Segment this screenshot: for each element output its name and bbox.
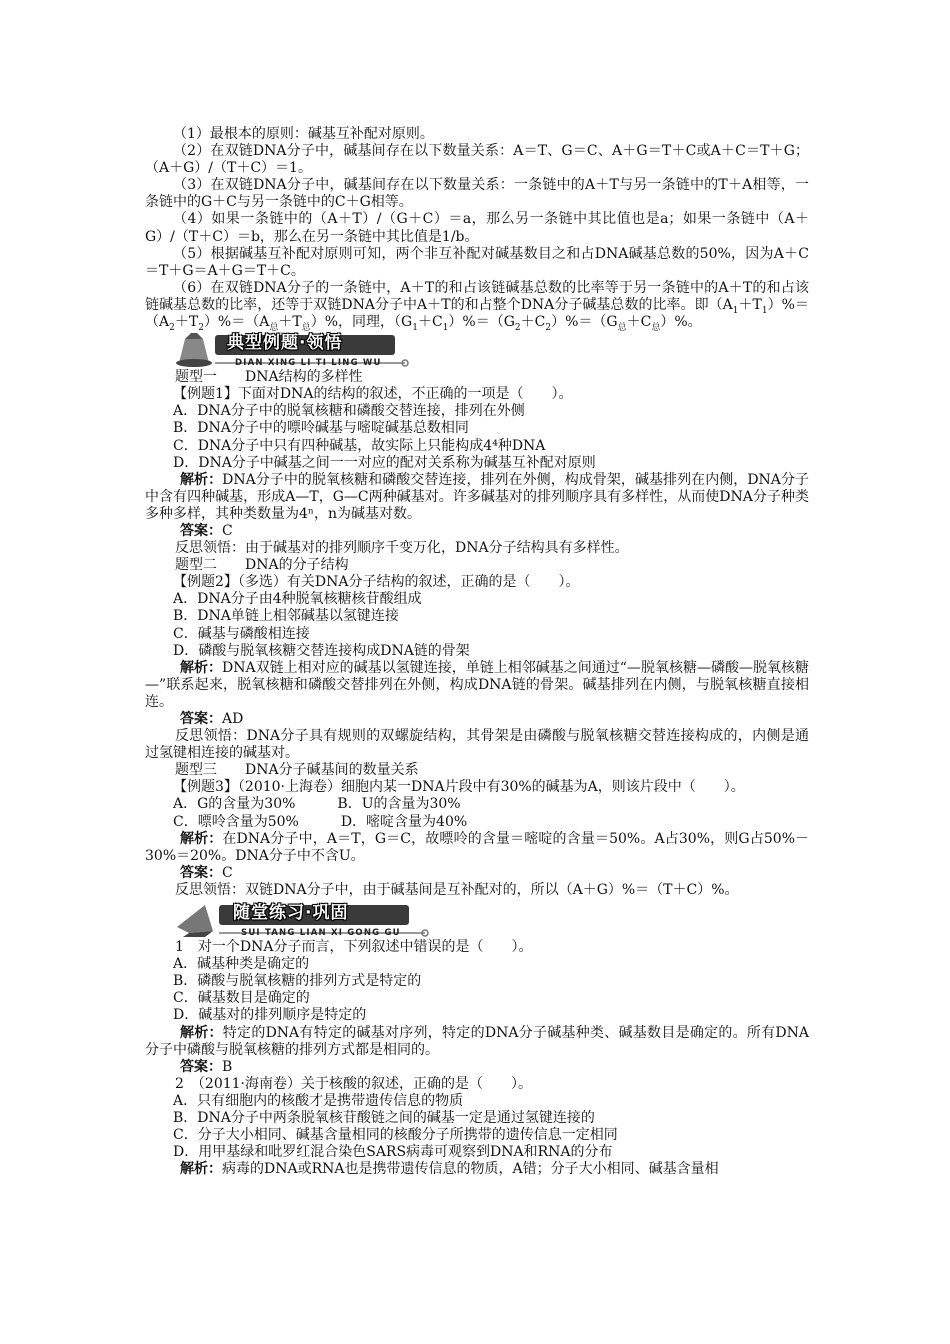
example-3-question: 【例题3】（2010·上海卷）细胞内某一DNA片段中有30%的碱基为A，则该片段中（ ）。 bbox=[173, 779, 745, 796]
example-3-analysis: 解析：在DNA分子中，A＝T，G＝C，故嘌呤的含量＝嘧啶的含量＝50%。A占30%，则G占50%－30%＝20%。DNA分子中不含U。 bbox=[145, 830, 809, 864]
practice-2-question: 2 （2011·海南卷）关于核酸的叙述，正确的是（ ）。 bbox=[175, 1075, 532, 1092]
practice-1-analysis: 解析：特定的DNA有特定的碱基对序列，特定的DNA分子碱基种类、碱基数目是确定的。所有DNA分子中磷酸与脱氧核糖的排列方式都是相同的。 bbox=[145, 1024, 809, 1058]
principle-1: （1）最根本的原则：碱基互补配对原则。 bbox=[173, 126, 434, 142]
practice-2-analysis: 解析：病毒的DNA或RNA也是携带遗传信息的物质，A错；分子大小相同、碱基含量相 bbox=[180, 1161, 719, 1178]
practice-2-option-b: B．DNA分子中两条脱氧核苷酸链之间的碱基一定是通过氢键连接的 bbox=[173, 1109, 595, 1126]
practice-1-option-b: B．磷酸与脱氧核糖的排列方式是特定的 bbox=[173, 973, 422, 990]
example-3-answer: 答案：C bbox=[180, 864, 233, 881]
type-heading-3: 题型三 DNA分子碱基间的数量关系 bbox=[175, 762, 419, 779]
type-heading-1: 题型一 DNA结构的多样性 bbox=[175, 369, 363, 386]
example-3-options-row-1: A．G的含量为30% B．U的含量为30% bbox=[173, 796, 461, 813]
example-2-analysis: 解析：DNA双链上相对应的碱基以氢键连接，单链上相邻碱基之间通过“—脱氧核糖—磷酸—脱氧核糖—”联系起来，脱氧核糖和磷酸交替排列在外侧，构成DNA链的骨架。碱基排列在内侧，与脱氧核糖直接相连。 bbox=[145, 659, 810, 710]
principle-2: （2）在双链DNA分子中，碱基间存在以下数量关系：A＝T、G＝C、A＋G＝T＋C或A＋C＝T＋G；（A＋G）/（T＋C）＝1。 bbox=[145, 143, 809, 177]
example-1-option-b: B．DNA分子中的嘌呤碱基与嘧啶碱基总数相同 bbox=[173, 420, 469, 437]
section-banner-practice bbox=[175, 903, 809, 937]
practice-1-option-d: D．碱基对的排列顺序是特定的 bbox=[173, 1007, 367, 1024]
example-3-options-row-2: C．嘌呤含量为50% D．嘧啶含量为40% bbox=[173, 813, 468, 830]
practice-2-option-c: C．分子大小相同、碱基含量相同的核酸分子所携带的遗传信息一定相同 bbox=[173, 1127, 618, 1144]
banner-title: 随堂练习·巩固 bbox=[233, 903, 349, 924]
example-1-question: 【例题1】下面对DNA的结构的叙述，不正确的一项是（ ）。 bbox=[173, 386, 573, 403]
practice-1-option-c: C．碱基数目是确定的 bbox=[173, 990, 310, 1007]
banner-subtitle: DIAN XING LI TI LING WU bbox=[235, 358, 382, 369]
analysis-label: 解析： bbox=[180, 471, 223, 488]
example-1-answer: 答案：C bbox=[180, 522, 233, 539]
analysis-text: DNA分子中的脱氧核糖和磷酸交替连接，排列在外侧，构成骨架，碱基排列在内侧，DNA分子中含有四种碱基，形成A—T，G—C两种碱基对。许多碱基对的排列顺序具有多样性，从而使DNA分子种类多种多样，其种类数量为4ⁿ，n为碱基对数。 bbox=[145, 471, 810, 522]
document-body bbox=[145, 126, 809, 1178]
practice-1-question: 1 对一个DNA分子而言，下列叙述中错误的是（ ）。 bbox=[175, 939, 533, 956]
practice-2-option-a: A．只有细胞内的核酸才是携带遗传信息的物质 bbox=[173, 1092, 464, 1109]
example-2-question: 【例题2】（多选）有关DNA分子结构的叙述，正确的是（ ）。 bbox=[173, 574, 580, 591]
example-1-reflection: 反思领悟：由于碱基对的排列顺序千变万化，DNA分子结构具有多样性。 bbox=[175, 540, 629, 557]
example-1-option-c: C．DNA分子中只有四种碱基，故实际上只能构成4⁴种DNA bbox=[173, 437, 546, 454]
principle-3: （3）在双链DNA分子中，碱基间存在以下数量关系：一条链中的A＋T与另一条链中的T＋A相等，一条链中的G＋C与另一条链中的C＋G相等。 bbox=[145, 177, 809, 211]
example-2-option-d: D．磷酸与脱氧核糖交替连接构成DNA链的骨架 bbox=[173, 642, 470, 659]
practice-1-answer: 答案：B bbox=[180, 1058, 233, 1075]
example-2-option-b: B．DNA单链上相邻碱基以氢键连接 bbox=[173, 608, 399, 625]
example-3-reflection: 反思领悟：双链DNA分子中，由于碱基间是互补配对的，所以（A＋G）%＝（T＋C）%。 bbox=[175, 881, 739, 898]
example-2-answer: 答案：AD bbox=[180, 711, 244, 727]
practice-2-option-d: D．用甲基绿和吡罗红混合染色SARS病毒可观察到DNA和RNA的分布 bbox=[173, 1144, 613, 1161]
practice-1-option-a: A．碱基种类是确定的 bbox=[173, 956, 310, 973]
example-2-reflection: 反思领悟：DNA分子具有规则的双螺旋结构，其骨架是由磷酸与脱氧核糖交替连接构成的，内侧是通过氢键相连接的碱基对。 bbox=[145, 728, 809, 762]
example-1-option-a: A．DNA分子中的脱氧核糖和磷酸交替连接，排列在外侧 bbox=[173, 403, 525, 420]
principle-6: （6）在双链DNA分子的一条链中，A＋T的和占该链碱基总数的比率等于另一条链中的A＋T的和占该链碱基总数的比率，还等于双链DNA分子中A＋T的和占整个DNA分子碱基总数的比率。即$(A_1+T_1)\%=(A_2+T_2)\%=(A_总+T_总)\%$，同理，$(G_1+C_1)\%=(G_2+C_2)\%=(G_总+C_总)\%$。 bbox=[145, 279, 809, 333]
banner-subtitle: SUI TANG LIAN XI GONG GU bbox=[241, 928, 401, 939]
example-2-option-a: A．DNA分子由4种脱氧核糖核苷酸组成 bbox=[173, 591, 422, 608]
principle-5: （5）根据碱基互补配对原则可知，两个非互补配对碱基数目之和占DNA碱基总数的50%，因为A＋C＝T＋G＝A＋G＝T＋C。 bbox=[145, 245, 809, 279]
example-2-option-c: C．碱基与磷酸相连接 bbox=[173, 625, 310, 642]
banner-title: 典型例题·领悟 bbox=[227, 333, 343, 354]
type-heading-2: 题型二 DNA的分子结构 bbox=[175, 557, 349, 574]
example-1-option-d: D．DNA分子中碱基之间一一对应的配对关系称为碱基互补配对原则 bbox=[173, 454, 596, 471]
section-banner-examples bbox=[175, 333, 809, 367]
example-1-analysis bbox=[145, 472, 809, 523]
principle-4: （4）如果一条链中的（A＋T）/（G＋C）＝a，那么另一条链中其比值也是a；如果一条链中（A＋G）/（T＋C）＝b，那么在另一条链中其比值是1/b。 bbox=[145, 211, 809, 245]
